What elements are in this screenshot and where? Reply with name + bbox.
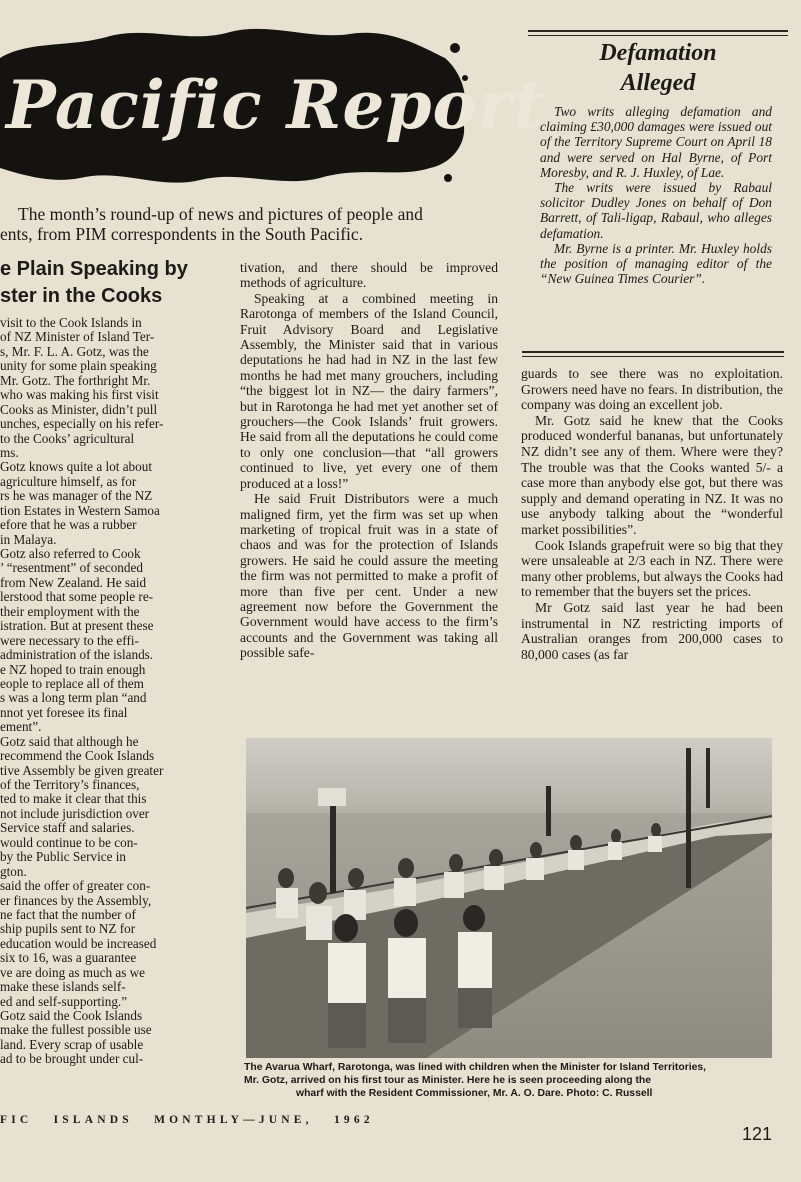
- column-1-line: six to 16, was a guarantee: [0, 950, 137, 966]
- column-1-line: from New Zealand. He said: [0, 574, 147, 590]
- photo-caption-line-3: wharf with the Resident Commissioner, Mr. A. O. Dare. Photo: C. Russell: [296, 1088, 653, 1099]
- column-1-line: nnot yet foresee its final: [0, 704, 128, 720]
- column-1-line: ship pupils sent to NZ for: [0, 921, 136, 937]
- column-1-line: in Malaya.: [0, 531, 57, 547]
- column-1-line: make the fullest possible use: [0, 1022, 152, 1038]
- column-1-line: e NZ hoped to train enough: [0, 661, 146, 677]
- column-1-line: gton.: [0, 863, 27, 879]
- masthead-title: Pacific Report: [6, 66, 545, 144]
- column-1-line: ne fact that the number of: [0, 906, 136, 922]
- sidebar-paragraph: Mr. Byrne is a printer. Mr. Huxley holds the position of managing editor of the “New Guinea Times Courier”.: [540, 240, 772, 287]
- intro-line-2: ents, from PIM correspondents in the South Pacific.: [0, 224, 364, 244]
- column-1-line: make these islands self-: [0, 979, 126, 995]
- column-1-line: ed and self-supporting.”: [0, 993, 128, 1009]
- article-column-1: [0, 315, 218, 1095]
- column-1-line: were necessary to the effi-: [0, 632, 139, 648]
- masthead: [0, 18, 545, 193]
- sidebar-paragraph: The writs were issued by Rabaul solicitor Dudley Jones on behalf of Don Barrett, of Tali-ligap, Rabaul, who alleges defamation.: [540, 180, 772, 241]
- column-1-line: ’ “resentment” of seconded: [0, 560, 143, 576]
- column-1-line: tion Estates in Western Samoa: [0, 502, 160, 518]
- column-1-line: of NZ Minister of Island Ter-: [0, 329, 155, 345]
- wharf-photo-image: [246, 738, 772, 1058]
- column-1-line: s, Mr. F. L. A. Gotz, was the: [0, 343, 149, 359]
- article-headline-line-2: ster in the Cooks: [0, 285, 163, 307]
- column-1-line: visit to the Cook Islands in: [0, 315, 142, 330]
- column-2-paragraph: Speaking at a combined meeting in Rarotonga of members of the Island Council, Fruit Advisory Board and Legislative Assembly, the Minister said that in various deputations he had had in NZ in the last few months he had met many grouchers, including “the biggest lot in NZ— the dairy farmers”, but in Rarotonga he had met yet another set of grouchers—the Cook Islands’ fruit growers. He said from all the deputations he could come to only one conclusion—that “all growers continued to live, yet every one of them produced at a loss!”: [240, 290, 498, 491]
- sidebar-rule-bottom: [522, 351, 784, 353]
- wharf-photo: [246, 738, 772, 1058]
- sidebar-rule-bottom-2: [522, 356, 784, 357]
- column-1-line: er finances by the Assembly,: [0, 892, 152, 908]
- column-1-line: Cooks as Minister, didn’t pull: [0, 401, 158, 417]
- page-number: 121: [742, 1124, 773, 1144]
- column-1-line: ms.: [0, 444, 19, 460]
- column-3-paragraph: Mr. Gotz said he knew that the Cooks produced wonderful bananas, but unfortunately NZ didn’t see any of them. Where were they? The trouble was that the Cooks wanted 5/- a case more than anybody else got, but there was supply and demand operating in NZ. It was no use anybody talking about the “wonderful market possibilities”.: [521, 412, 783, 537]
- column-1-line: istration. But at present these: [0, 618, 154, 634]
- column-1-line: land. Every scrap of usable: [0, 1036, 144, 1052]
- column-1-line: unches, especially on his refer-: [0, 416, 164, 432]
- column-1-line: recommend the Cook Islands: [0, 748, 155, 764]
- column-1-line: efore that he was a rubber: [0, 517, 137, 533]
- article-column-3: [521, 366, 783, 734]
- column-1-line: rs he was manager of the NZ: [0, 488, 153, 504]
- column-1-line: who was making his first visit: [0, 387, 159, 403]
- column-1-line: eople to replace all of them: [0, 675, 144, 691]
- sidebar-paragraph: Two writs alleging defamation and claiming £30,000 damages were issued out of the Territory Supreme Court on April 18 and were served on Hal Byrne, of Port Moresby, and R. J. Huxley, of Lae.: [540, 104, 772, 180]
- column-1-line: by the Public Service in: [0, 849, 126, 865]
- column-1-line: said the offer of greater con-: [0, 878, 151, 894]
- column-1-line: ve are doing as much as we: [0, 964, 146, 980]
- column-1-line: Gotz said that although he: [0, 733, 139, 749]
- column-1-line: ement”.: [0, 719, 42, 735]
- column-1-line: their employment with the: [0, 603, 140, 619]
- column-1-line: Service staff and salaries.: [0, 820, 135, 836]
- column-1-line: Gotz knows quite a lot about: [0, 459, 152, 475]
- sidebar-body: [540, 104, 772, 348]
- column-1-line: ad to be brought under cul-: [0, 1051, 144, 1067]
- column-3-paragraph: Mr Gotz said last year he had been instrumental in NZ restricting imports of Australian oranges from 200,000 cases to 80,000 cases (as far: [521, 599, 783, 662]
- sidebar-rule-top-2: [528, 35, 788, 36]
- column-1-line: agriculture himself, as for: [0, 473, 137, 489]
- sidebar-title-line-2: Alleged: [620, 70, 696, 96]
- photo-caption-line-1: The Avarua Wharf, Rarotonga, was lined with children when the Minister for Island Territories,: [244, 1062, 707, 1073]
- column-1-line: not include jurisdiction over: [0, 805, 150, 821]
- column-3-paragraph: guards to see there was no exploitation. Growers need have no fears. In distribution, the company was doing an excellent job.: [521, 366, 783, 413]
- column-1-line: unity for some plain speaking: [0, 358, 157, 374]
- column-1-line: would continue to be con-: [0, 834, 138, 850]
- photo-caption-line-2: Mr. Gotz, arrived on his first tour as Minister. Here he is seen proceeding along the: [244, 1075, 652, 1086]
- column-2-paragraph: He said Fruit Distributors were a much maligned firm, yet the firm was set up when marketing of tropical fruit was in a state of chaos and was for the protection of Islands growers. He said he could assure the meeting the firm was not permitted to make a profit of more than five per cent. Under a new agreement now before the Government the Government would have access to the firm’s accounts and the Government was taking all possible safe-: [240, 491, 498, 661]
- footer-publication: FIC ISLANDS MONTHLY—JUNE, 1962: [0, 1114, 374, 1126]
- article-headline-line-1: e Plain Speaking by: [0, 258, 188, 280]
- column-2-paragraph: tivation, and there should be improved methods of agriculture.: [240, 260, 498, 291]
- column-3-paragraph: Cook Islands grapefruit were so big that they were unsaleable at 2/3 each in NZ. There were many other problems, but always the Cooks had to remember that the buyers set the prices.: [521, 537, 783, 600]
- column-1-line: of the Territory’s finances,: [0, 777, 140, 792]
- column-1-line: to the Cooks’ agricultural: [0, 430, 135, 446]
- column-1-line: tive Assembly be given greater: [0, 762, 164, 778]
- column-1-line: s was a long term plan “and: [0, 690, 147, 706]
- column-1-line: lerstood that some people re-: [0, 589, 154, 605]
- column-1-line: Gotz also referred to Cook: [0, 546, 141, 561]
- column-1-line: administration of the islands.: [0, 647, 154, 663]
- intro-line-1: The month’s round-up of news and pictures of people and: [18, 204, 423, 224]
- column-1-line: education would be increased: [0, 935, 157, 951]
- sidebar-title-line-1: Defamation: [599, 40, 717, 66]
- column-1-line: ted to make it clear that this: [0, 791, 147, 807]
- article-column-2: [240, 260, 498, 730]
- column-1-line: Mr. Gotz. The forthright Mr.: [0, 372, 151, 388]
- sidebar-rule-top: [528, 30, 788, 32]
- column-1-line: Gotz said the Cook Islands: [0, 1008, 143, 1023]
